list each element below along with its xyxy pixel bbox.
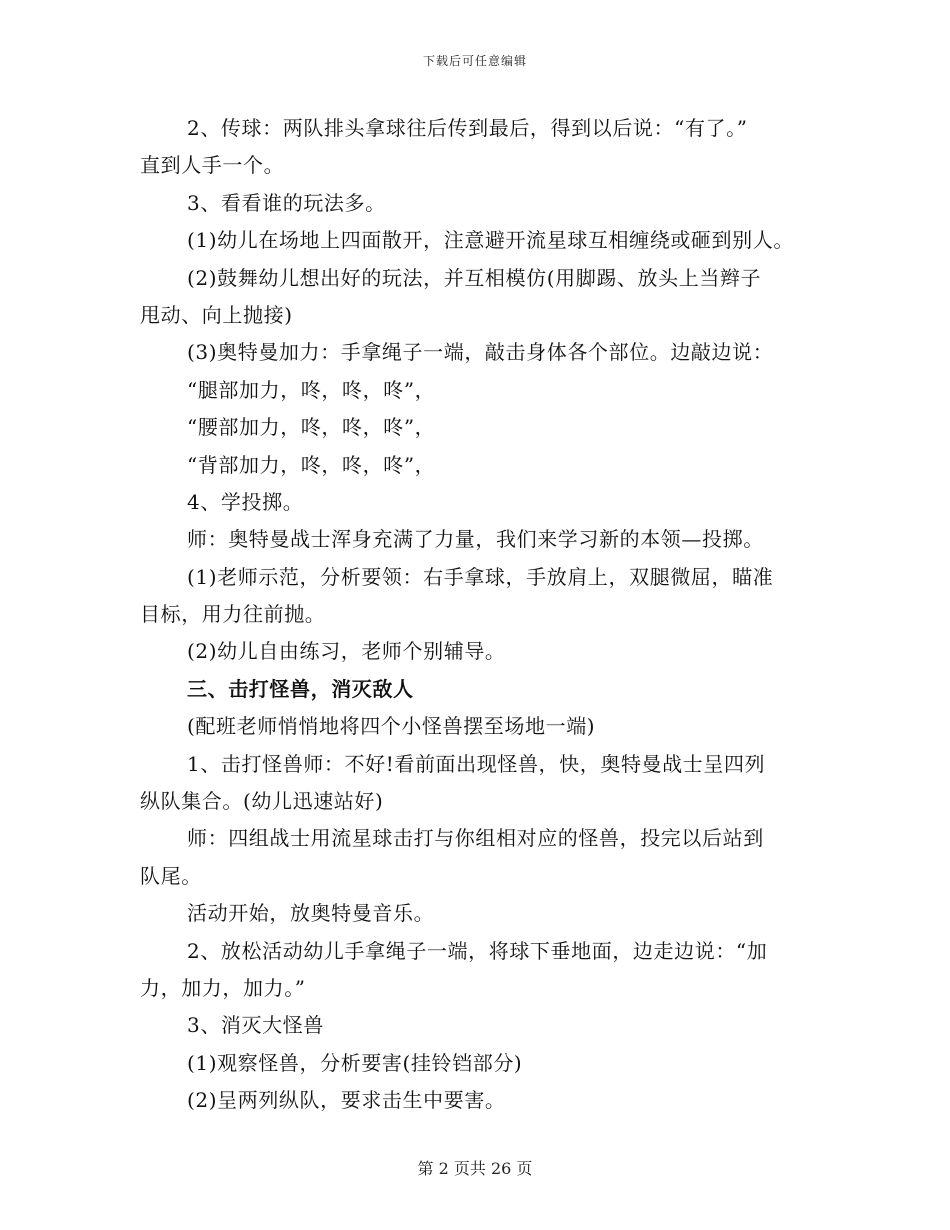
text-line: (1)观察怪兽，分析要害(挂铃铛部分): [187, 1050, 523, 1075]
text-line: 目标，用力往前抛。: [140, 602, 326, 627]
text-line: 师：四组战士用流星球击打与你组相对应的怪兽，投完以后站到: [187, 826, 764, 851]
document-body: [140, 110, 820, 1120]
page-header: 下载后可任意编辑: [422, 54, 527, 68]
text-line: 2、放松活动幼儿手拿绳子一端，将球下垂地面，边走边说：“加: [187, 938, 768, 963]
text-line: 直到人手一个。: [140, 153, 285, 178]
text-line: “腿部加力，咚，咚，咚”，: [187, 377, 436, 402]
text-line: 1、击打怪兽师：不好!看前面出现怪兽，快，奥特曼战士呈四列: [187, 751, 766, 776]
text-line: (1)老师示范，分析要领：右手拿球，手放肩上，双腿微屈，瞄准: [187, 564, 774, 589]
text-line: 2、传球：两队排头拿球往后传到最后，得到以后说：“有了。”: [187, 116, 748, 140]
text-line: 师：奥特曼战士浑身充满了力量，我们来学习新的本领—投掷。: [187, 527, 764, 552]
text-line: (2)鼓舞幼儿想出好的玩法，并互相模仿(用脚踢、放头上当辫子: [187, 265, 762, 290]
text-line: 3、看看谁的玩法多。: [187, 190, 386, 215]
text-line: (1)幼儿在场地上四面散开，注意避开流星球互相缠绕或砸到别人。: [187, 228, 794, 253]
text-line: (2)呈两列纵队，要求击生中要害。: [187, 1088, 506, 1113]
text-line: 活动开始，放奥特曼音乐。: [187, 901, 435, 926]
text-line: (3)奥特曼加力：手拿绳子一端，敲击身体各个部位。边敲边说：: [187, 340, 774, 365]
text-line: 3、消灭大怪兽: [187, 1013, 324, 1038]
page-footer: 第 2 页共 26 页: [417, 1159, 533, 1178]
text-line: 队尾。: [140, 863, 202, 888]
text-line: 纵队集合。(幼儿迅速站好): [140, 789, 384, 814]
text-line: 4、学投掷。: [187, 489, 304, 514]
text-line: “背部加力，咚，咚，咚”，: [187, 452, 436, 477]
text-line: 力，加力，加力。”: [140, 975, 306, 1000]
text-line: “腰部加力，咚，咚，咚”，: [187, 415, 436, 440]
section-heading: 三、击打怪兽，消灭敌人: [187, 676, 414, 701]
text-line: 甩动、向上抛接): [140, 302, 293, 327]
text-line: (2)幼儿自由练习，老师个别辅导。: [187, 639, 506, 664]
text-line: (配班老师悄悄地将四个小怪兽摆至场地一端): [187, 714, 596, 739]
